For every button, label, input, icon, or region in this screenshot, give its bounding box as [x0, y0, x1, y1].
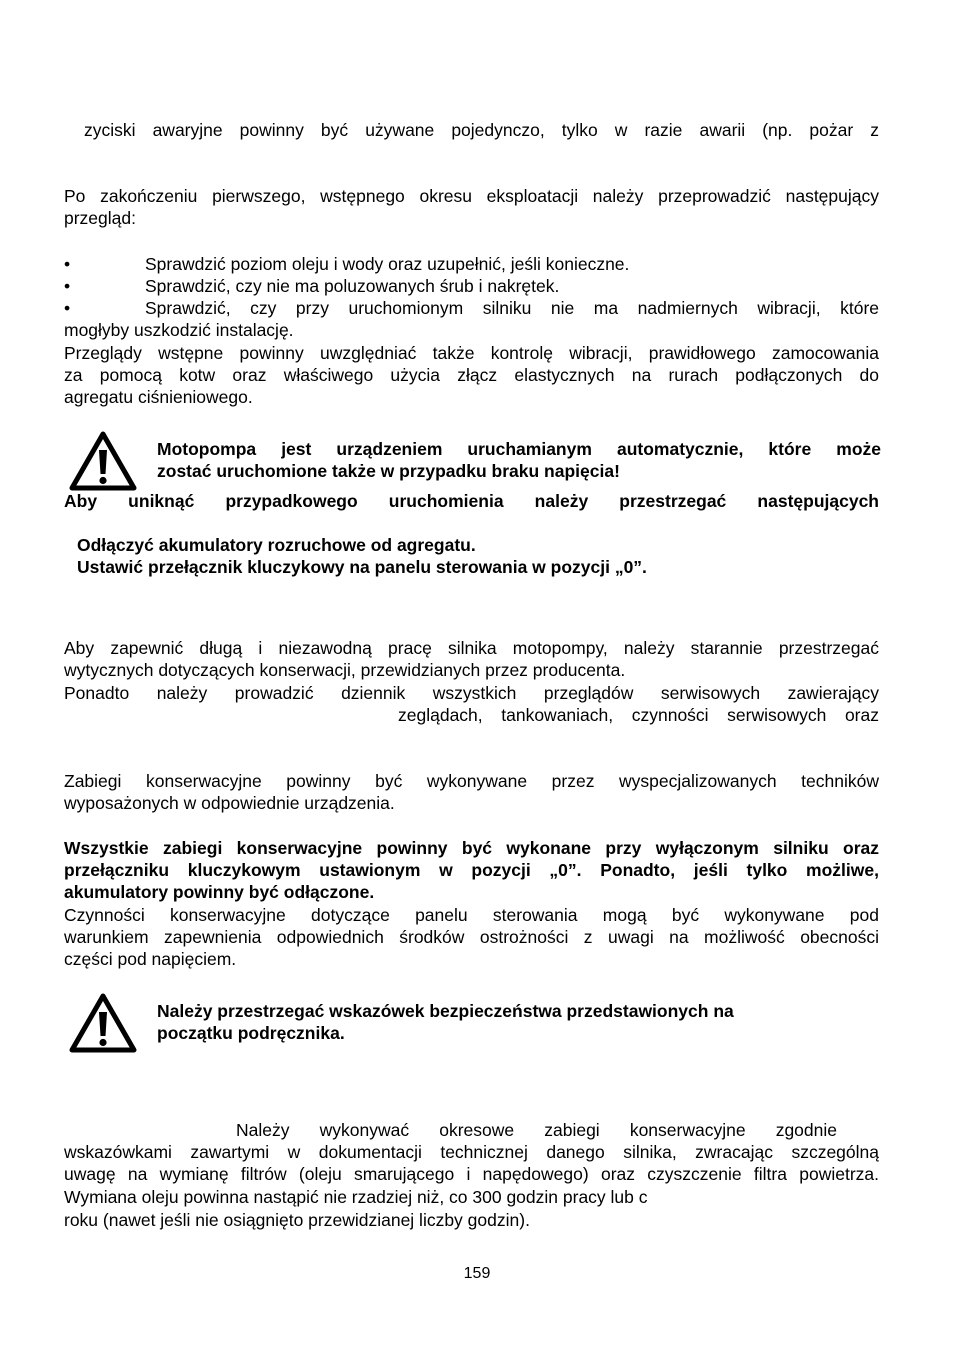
maintenance-line-3: Ponadto należy prowadzić dziennik wszystkich przeglądów serwisowych zawierający — [64, 683, 879, 703]
engine-off-line-5: warunkiem zapewnienia odpowiednich środków ostrożności z uwagi na możliwość obecności — [64, 927, 879, 947]
inspection-line-3: agregatu ciśnieniowego. — [64, 387, 253, 407]
page-number: 159 — [463, 1265, 491, 1282]
bullet-1-text: Sprawdzić poziom oleju i wody oraz uzupełnić, jeśli konieczne. — [145, 254, 630, 274]
inspection-line-1: Przeglądy wstępne powinny uwzględniać także kontrolę wibracji, prawidłowego zamocowania — [64, 343, 879, 363]
warning1-line-3: Aby uniknąć przypadkowego uruchomienia należy przestrzegać następujących — [64, 491, 879, 511]
bullet-3-symbol: • — [64, 298, 71, 318]
periodic-line-3: uwagę na wymianę filtrów (oleju smarującego i napędowego) oraz czyszczenie filtra powietrza. — [64, 1164, 879, 1184]
maintenance-line-4: zeglądach, tankowaniach, czynności serwisowych oraz — [398, 705, 879, 725]
warning-triangle-icon — [68, 430, 138, 492]
intro-line-2: przegląd: — [64, 208, 136, 228]
warning2-line-1: Należy przestrzegać wskazówek bezpieczeństwa przedstawionych na — [157, 1001, 734, 1021]
periodic-line-1: Należy wykonywać okresowe zabiegi konserwacyjne zgodnie — [236, 1120, 837, 1140]
engine-off-bold-2: przełączniku kluczykowym ustawionym w pozycji „0”. Ponadto, jeśli tylko możliwe, — [64, 860, 879, 880]
intro-line-1: Po zakończeniu pierwszego, wstępnego okresu eksploatacji należy przeprowadzić następujący — [64, 186, 879, 206]
bullet-2-text: Sprawdzić, czy nie ma poluzowanych śrub i nakrętek. — [145, 276, 560, 296]
engine-off-line-6: części pod napięciem. — [64, 949, 237, 969]
bullet-1-symbol: • — [64, 254, 71, 274]
periodic-line-5: roku (nawet jeśli nie osiągnięto przewidzianej liczby godzin). — [64, 1210, 530, 1230]
bullet-3-text: Sprawdzić, czy przy uruchomionym silniku nie ma nadmiernych wibracji, które — [145, 298, 879, 318]
warning1-step-1: Odłączyć akumulatory rozruchowe od agregatu. — [77, 535, 476, 555]
warning-triangle-icon — [68, 992, 138, 1054]
engine-off-line-4: Czynności konserwacyjne dotyczące panelu sterowania mogą być wykonywane pod — [64, 905, 879, 925]
bullet-3-text-cont: mogłyby uszkodzić instalację. — [64, 320, 294, 340]
warning1-line-1: Motopompa jest urządzeniem uruchamianym automatycznie, które może — [157, 439, 881, 459]
top-line: zyciski awaryjne powinny być używane pojedynczo, tylko w razie awarii (np. pożar z — [84, 120, 879, 140]
bullet-2-symbol: • — [64, 276, 71, 296]
maintenance-line-1: Aby zapewnić długą i niezawodną pracę silnika motopompy, należy starannie przestrzegać — [64, 638, 879, 658]
technicians-line-1: Zabiegi konserwacyjne powinny być wykonywane przez wyspecjalizowanych techników — [64, 771, 879, 791]
engine-off-bold-1: Wszystkie zabiegi konserwacyjne powinny być wykonane przy wyłączonym silniku oraz — [64, 838, 879, 858]
technicians-line-2: wyposażonych w odpowiednie urządzenia. — [64, 793, 395, 813]
warning2-line-2: początku podręcznika. — [157, 1023, 345, 1043]
periodic-line-2: wskazówkami zawartymi w dokumentacji technicznej danego silnika, zwracając szczególną — [64, 1142, 879, 1162]
inspection-line-2: za pomocą kotw oraz właściwego użycia złącz elastycznych na rurach podłączonych do — [64, 365, 879, 385]
warning1-step-2: Ustawić przełącznik kluczykowy na panelu sterowania w pozycji „0”. — [77, 557, 647, 577]
periodic-line-4: Wymiana oleju powinna nastąpić nie rzadziej niż, co 300 godzin pracy lub c — [64, 1187, 648, 1207]
engine-off-bold-3: akumulatory powinny być odłączone. — [64, 882, 375, 902]
maintenance-line-2: wytycznych dotyczących konserwacji, przewidzianych przez producenta. — [64, 660, 626, 680]
warning1-line-2: zostać uruchomione także w przypadku braku napięcia! — [157, 461, 620, 481]
